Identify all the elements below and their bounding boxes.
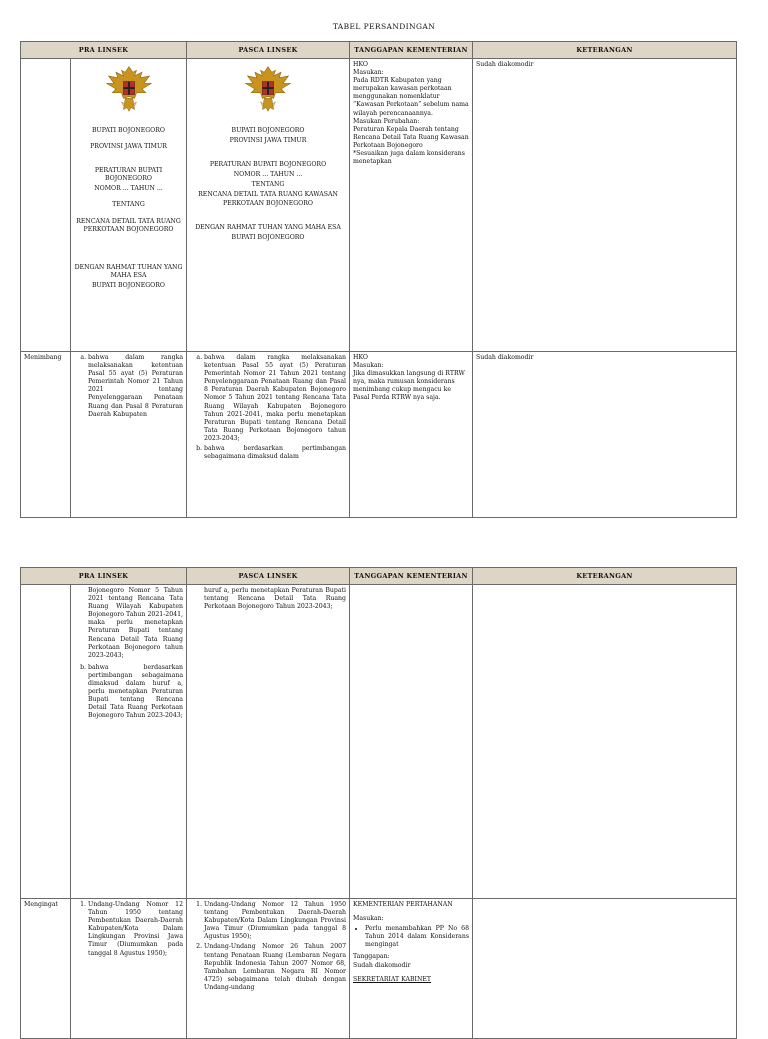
text-masukan-perubahan: Peraturan Kepala Daerah tentang Rencana Detail Tata Ruang Kawasan Perkotaan Bojonegoro: [353, 125, 469, 149]
list-item: b. bahwa berdasarkan pertimbangan sebagaimana dimaksud dalam huruf a, perlu menetapkan Peraturan Bupati tentang Rencana Detail Tata Ruang Perkotaan Bojonegoro Tahun 2023-2043;: [88, 664, 183, 721]
list-item: a. bahwa dalam rangka melaksanakan ketentuan Pasal 55 ayat (5) Peraturan Pemerintah Nomor 21 Tahun 2021 tentang Penyelenggaraan Penataan Ruang dan Pasal 8 Peraturan Daerah Kabupaten Bojonegoro Nomor 5 Tahun 2021 tentang Rencana Tata Ruang Wilayah Kabupaten Bojonegoro Tahun 2021-2041, maka perlu menetapkan Peraturan Bupati tentang Rencana Detail Tata Ruang Perkotaan Bojonegoro tahun 2023-2043;: [204, 354, 346, 443]
keterangan-cont-cell: [473, 585, 737, 899]
text-bupati: BUPATI BOJONEGORO: [231, 127, 305, 134]
text-tanggapan: Sudah diakomodir: [353, 961, 411, 969]
header-keterangan: KETERANGAN: [473, 568, 737, 585]
pra-judul-cell: [71, 59, 187, 352]
table-header-row: [21, 568, 737, 585]
text-masukan-label: Masukan:: [353, 915, 384, 923]
text-tentang: TENTANG: [251, 181, 285, 189]
text-bupati-closing: BUPATI BOJONEGORO: [231, 233, 305, 241]
pasca-mengingat-cell: [187, 899, 350, 1039]
tanggapan-menimbang-cell: [350, 352, 473, 518]
keterangan-judul-cell: Sudah diakomodir: [473, 59, 737, 352]
text-rahmat: DENGAN RAHMAT TUHAN YANG MAHA ESA: [195, 223, 341, 231]
garuda-emblem-icon: [240, 61, 296, 117]
header-pasca-linsek: PASCA LINSEK: [187, 568, 350, 585]
table-row-judul: [21, 59, 737, 352]
list-item: 1. Undang-Undang Nomor 12 Tahun 1950 tentang Pembentukan Daerah-Daerah Kabupaten/Kota Dalam Lingkungan Provinsi Jawa Timur (Diumumkan pada tanggal 8 Agustus 1950);: [88, 901, 183, 958]
keterangan-mengingat-cell: [473, 899, 737, 1039]
keterangan-menimbang-cell: Sudah diakomodir: [473, 352, 737, 518]
text-rdtr-title: RENCANA DETAIL TATA RUANG KAWASAN PERKOTAAN BOJONEGORO: [198, 191, 338, 207]
label-menimbang: Menimbang: [21, 352, 71, 518]
text-peraturan: PERATURAN BUPATI BOJONEGORO: [94, 167, 163, 183]
header-pra-linsek: PRA LINSEK: [21, 42, 187, 59]
text-kementerian-pertahanan: KEMENTERIAN PERTAHANAN: [353, 901, 453, 908]
garuda-emblem-icon: [101, 61, 157, 117]
list-item: 2. Undang-Undang Nomor 26 Tahun 2007 tentang Penataan Ruang (Lembaran Negara Republik Indonesia Tahun 2007 Nomor 68, Tambahan Lembaran Negara RI Nomor 4725) sebagaimana telah diubah dengan Undang-undang: [204, 943, 346, 992]
list-item: b. bahwa berdasarkan pertimbangan sebagaimana dimaksud dalam: [204, 445, 346, 461]
text-hko: HKO: [353, 354, 368, 361]
text-hko: HKO: [353, 61, 368, 68]
label-mengingat: Mengingat: [21, 899, 71, 1039]
text-masukan: Jika dimasukkan langsung di RTRW nya, maka rumusan konsiderans menimbang cukup mengacu ke Pasal Perda RTRW nya saja.: [353, 370, 465, 402]
header-tanggapan: TANGGAPAN KEMENTERIAN: [350, 42, 473, 59]
list-item: 1. Undang-Undang Nomor 12 Tahun 1950 tentang Pembentukan Daerah-Daerah Kabupaten/Kota Dalam Lingkungan Provinsi Jawa Timur (Diumumkan pada tanggal 8 Agustus 1950);: [204, 901, 346, 941]
text-provinsi: PROVINSI JAWA TIMUR: [229, 137, 307, 145]
text-nomor: NOMOR ... TAHUN ...: [233, 171, 303, 179]
table-row-mengingat: [21, 899, 737, 1039]
header-pra-linsek: PRA LINSEK: [21, 568, 187, 585]
text-rahmat: DENGAN RAHMAT TUHAN YANG MAHA ESA: [74, 263, 183, 279]
list-item: a. bahwa dalam rangka melaksanakan ketentuan Pasal 55 ayat (5) Peraturan Pemerintah Nomor 21 Tahun 2021 tentang Penyelenggaraan Penataan Ruang dan Pasal 8 Peraturan Daerah Kabupaten: [88, 354, 183, 419]
text-masukan: Pada RDTR Kabupaten yang merupakan kawasan perkotaan menggunakan nomenklatur “Kawasan Perkotaan” sebelum nama wilayah perencanaannya.: [353, 77, 469, 117]
tanggapan-cont-cell: [350, 585, 473, 899]
pasca-judul-cell: [187, 59, 350, 352]
list-item: • Perlu menambahkan PP No 68 Tahun 2014 dalam Konsiderans mengingat: [365, 925, 469, 949]
header-tanggapan: TANGGAPAN KEMENTERIAN: [350, 568, 473, 585]
header-keterangan: KETERANGAN: [473, 42, 737, 59]
tanggapan-mengingat-cell: [350, 899, 473, 1039]
table-row-menimbang: [21, 352, 737, 518]
comparison-table-page-2: [20, 567, 737, 1039]
label-cell: [21, 59, 71, 352]
text-provinsi: PROVINSI JAWA TIMUR: [90, 143, 167, 151]
pra-menimbang-cell: [71, 352, 187, 518]
text-bupati-closing: BUPATI BOJONEGORO: [92, 281, 165, 289]
text-tentang: TENTANG: [112, 201, 145, 209]
text-catatan: *Sesuaikan juga dalam konsiderans menetapkan: [353, 150, 465, 166]
text-sekretariat-kabinet: SEKRETARIAT KABINET: [353, 975, 432, 983]
text-masukan-perubahan-label: Masukan Perubahan:: [353, 117, 420, 125]
pra-menimbang-cont-cell: [71, 585, 187, 899]
text-tanggapan-label: Tanggapan:: [353, 953, 390, 961]
document-title: TABEL PERSANDINGAN: [332, 22, 436, 31]
table-header-row: [21, 42, 737, 59]
comparison-table-page-1: [20, 41, 737, 518]
text-masukan-label: Masukan:: [353, 69, 384, 77]
text-continuation: Bojonegoro Nomor 5 Tahun 2021 tentang Rencana Tata Ruang Wilayah Kabupaten Bojonegoro Tahun 2021-2041, maka perlu menetapkan Peraturan Bupati tentang Rencana Detail Tata Ruang Perkotaan Bojonegoro tahun 2023-2043;: [88, 587, 184, 659]
pasca-menimbang-cell: [187, 352, 350, 518]
text-nomor: NOMOR ... TAHUN ...: [94, 185, 163, 193]
pra-mengingat-cell: [71, 899, 187, 1039]
tanggapan-judul-cell: [350, 59, 473, 352]
text-rdtr-title: RENCANA DETAIL TATA RUANG PERKOTAAN BOJONEGORO: [76, 217, 181, 233]
text-continuation: huruf a, perlu menetapkan Peraturan Bupati tentang Rencana Detail Tata Ruang Perkotaan Bojonegoro Tahun 2023-2043;: [204, 587, 347, 611]
text-masukan-label: Masukan:: [353, 362, 384, 370]
label-cell: [21, 585, 71, 899]
header-pasca-linsek: PASCA LINSEK: [187, 42, 350, 59]
pasca-menimbang-cont-cell: [187, 585, 350, 899]
table-row-menimbang-cont: [21, 585, 737, 899]
text-bupati: BUPATI BOJONEGORO: [92, 127, 165, 134]
text-peraturan: PERATURAN BUPATI BOJONEGORO: [209, 161, 327, 169]
